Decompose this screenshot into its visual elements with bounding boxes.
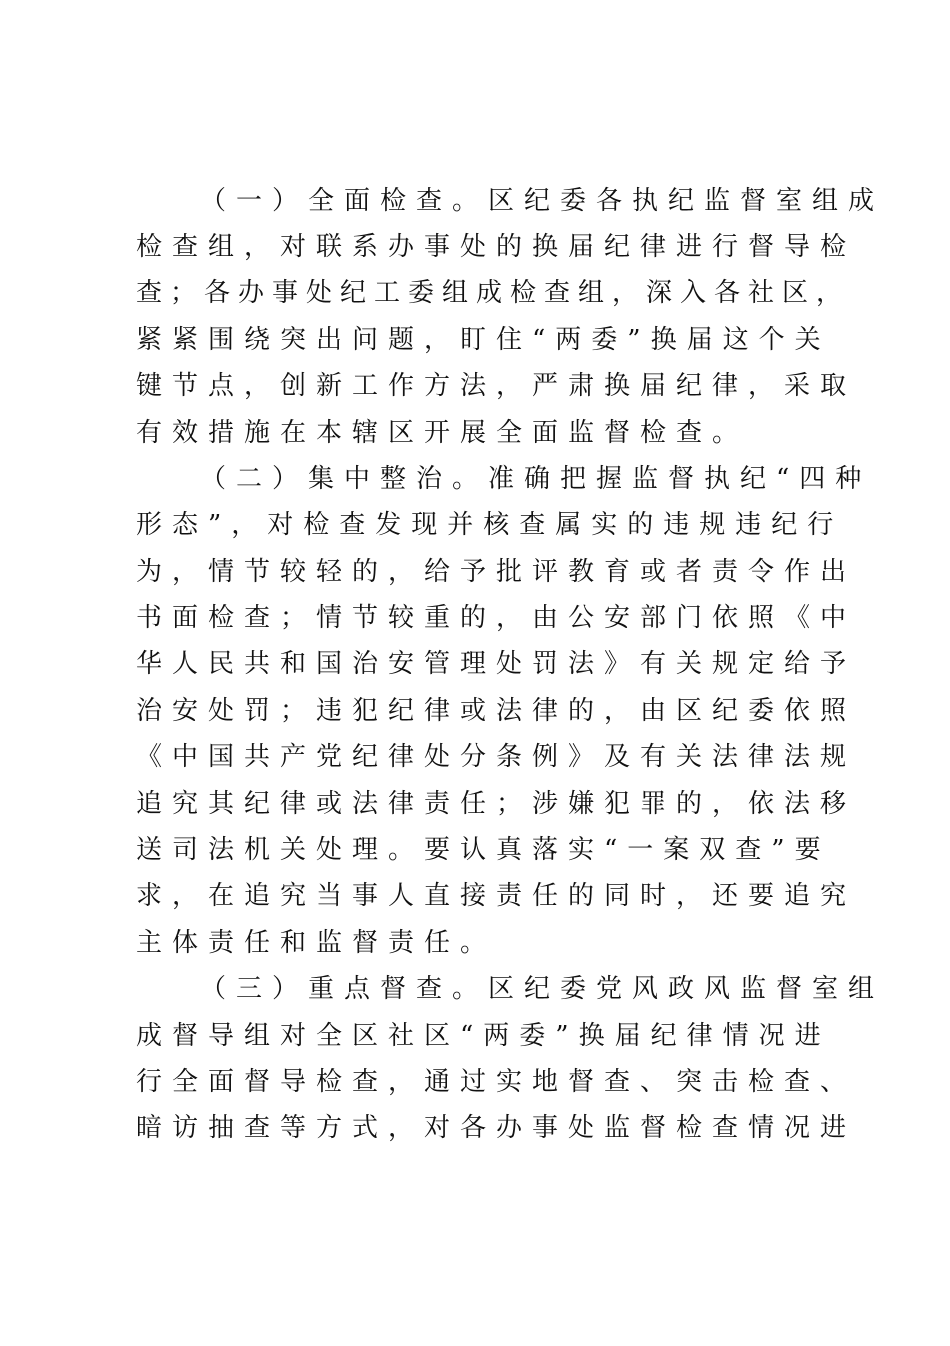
paragraph-2-line-8: 追究其纪律或法律责任；涉嫌犯罪的，依法移 xyxy=(136,789,857,819)
paragraph-1-line-2: 检查组，对联系办事处的换届纪律进行督导检 xyxy=(136,232,857,262)
paragraph-3-line-3: 行全面督导检查，通过实地督查、突击检查、 xyxy=(136,1067,857,1097)
paragraph-2-line-4: 书面检查；情节较重的，由公安部门依照《中 xyxy=(136,603,857,633)
paragraph-3-line-1: （三）重点督查。区纪委党风政风监督室组 xyxy=(200,974,885,1004)
paragraph-2-line-7: 《中国共产党纪律处分条例》及有关法律法规 xyxy=(136,742,857,772)
paragraph-3-line-4: 暗访抽查等方式，对各办事处监督检查情况进 xyxy=(136,1113,857,1143)
paragraph-2-line-3: 为，情节较轻的，给予批评教育或者责令作出 xyxy=(136,557,857,587)
paragraph-1-line-3: 查；各办事处纪工委组成检查组，深入各社区， xyxy=(136,278,851,308)
paragraph-2-line-2: 形态”，对检查发现并核查属实的违规违纪行 xyxy=(136,510,844,540)
paragraph-1-line-1: （一）全面检查。区纪委各执纪监督室组成 xyxy=(200,186,885,216)
paragraph-2-line-10: 求，在追究当事人直接责任的同时，还要追究 xyxy=(136,881,857,911)
paragraph-2-line-1: （二）集中整治。准确把握监督执纪“四种 xyxy=(200,464,872,494)
paragraph-3-line-2: 成督导组对全区社区“两委”换届纪律情况进 xyxy=(136,1021,831,1051)
paragraph-2-line-6: 治安处罚；违犯纪律或法律的，由区纪委依照 xyxy=(136,696,857,726)
paragraph-2-line-9: 送司法机关处理。要认真落实“一案双查”要 xyxy=(136,835,831,865)
paragraph-2-line-11: 主体责任和监督责任。 xyxy=(136,928,497,958)
paragraph-1-line-4: 紧紧围绕突出问题，盯住“两委”换届这个关 xyxy=(136,325,831,355)
paragraph-2-line-5: 华人民共和国治安管理处罚法》有关规定给予 xyxy=(136,649,857,679)
paragraph-1-line-5: 键节点，创新工作方法，严肃换届纪律，采取 xyxy=(136,371,857,401)
paragraph-1-line-6: 有效措施在本辖区开展全面监督检查。 xyxy=(136,418,749,448)
